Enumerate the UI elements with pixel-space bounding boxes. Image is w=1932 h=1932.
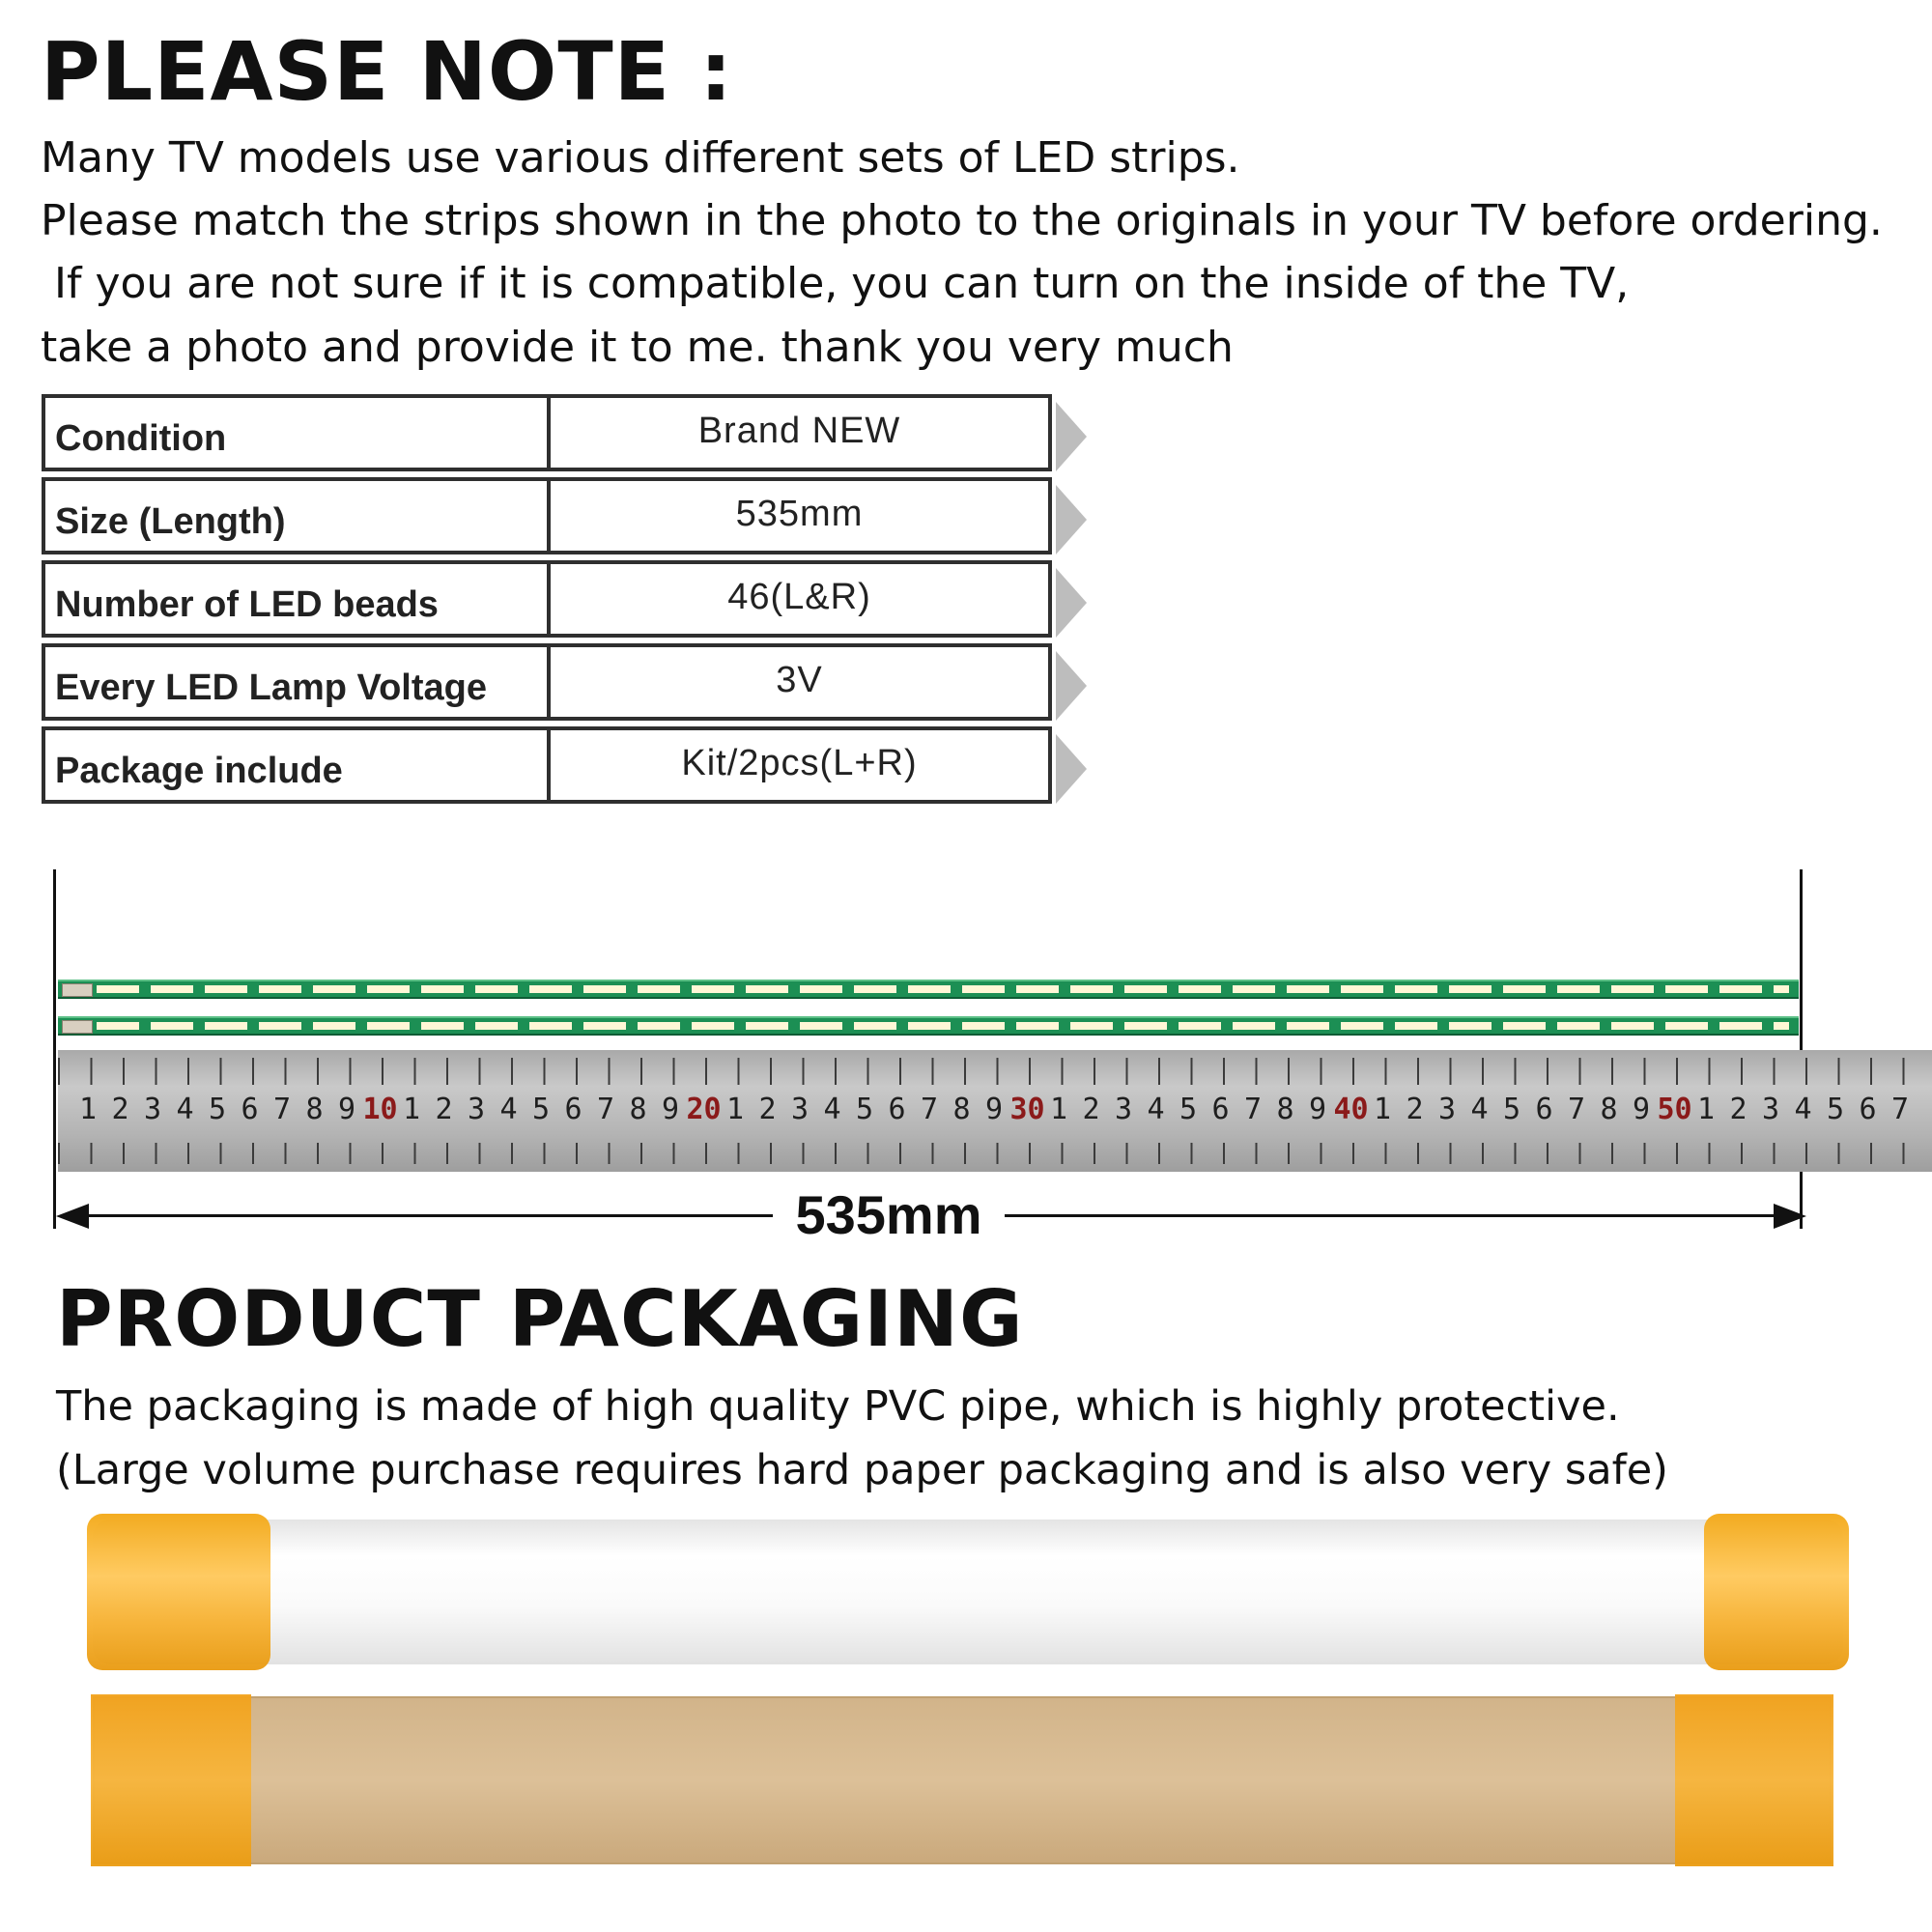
ruler-number: 6: [1535, 1093, 1553, 1126]
ruler-number: 6: [241, 1093, 259, 1126]
ruler-number: 1: [1373, 1093, 1392, 1126]
note-line: Please match the strips shown in the photo to the originals in your TV before ordering.: [41, 196, 1883, 245]
tape-end: [87, 1514, 270, 1670]
spec-row-voltage: [42, 643, 1052, 721]
spec-value: 535mm: [735, 494, 864, 534]
ruler-number: 7: [596, 1093, 615, 1126]
ruler-number: 5: [855, 1093, 874, 1126]
ruler-number: 7: [1243, 1093, 1263, 1126]
ruler-number: 6: [1859, 1093, 1877, 1126]
ruler-number: 4: [823, 1093, 841, 1126]
ruler-number: 9: [1632, 1093, 1651, 1126]
ruler-number: 3: [1761, 1093, 1780, 1126]
ruler-number: 1: [78, 1093, 98, 1126]
note-line: take a photo and provide it to me. thank you very much: [41, 323, 1234, 372]
dimension-label: 535mm: [773, 1177, 1005, 1254]
ruler-number: 2: [1406, 1093, 1424, 1126]
spec-label: Package include: [55, 751, 343, 791]
ruler-number: 7: [272, 1093, 292, 1126]
spec-row-size: [42, 477, 1052, 554]
ruler-number: 10: [362, 1093, 398, 1126]
ruler-number: 20: [686, 1093, 722, 1126]
spec-value: 46(L&R): [727, 577, 871, 617]
led-strip: [58, 1016, 1799, 1036]
ruler-number: 2: [1082, 1093, 1100, 1126]
ruler-number: 6: [564, 1093, 582, 1126]
spec-value: Brand NEW: [697, 411, 901, 451]
ruler-number: 5: [1826, 1093, 1845, 1126]
ruler-number: 4: [499, 1093, 518, 1126]
ruler-number: 6: [1211, 1093, 1230, 1126]
note-line: Many TV models use various different sets of LED strips.: [41, 133, 1240, 183]
note-line: If you are not sure if it is compatible, you can turn on the inside of the TV,: [41, 259, 1630, 308]
steel-ruler: [58, 1050, 1932, 1172]
ruler-number: 7: [1890, 1093, 1910, 1126]
arrow-right-icon: [1774, 1204, 1806, 1229]
ruler-number: 5: [1502, 1093, 1521, 1126]
spec-label: Size (Length): [55, 501, 286, 542]
spec-row-package: [42, 726, 1052, 804]
row-arrow-icon: [1056, 485, 1087, 554]
ruler-number: 1: [402, 1093, 421, 1126]
tape-end: [1704, 1514, 1849, 1670]
packaging-title: PRODUCT PACKAGING: [56, 1274, 1024, 1364]
ruler-number: 1: [725, 1093, 745, 1126]
ruler-number: 4: [176, 1093, 194, 1126]
pvc-tube-image: [93, 1520, 1843, 1664]
ruler-number: 40: [1333, 1093, 1369, 1126]
ruler-number: 1: [1049, 1093, 1068, 1126]
ruler-number: 30: [1009, 1093, 1045, 1126]
tape-end: [1675, 1694, 1833, 1866]
row-arrow-icon: [1056, 402, 1087, 471]
ruler-number: 2: [435, 1093, 453, 1126]
paper-tube-image: [93, 1696, 1832, 1864]
ruler-number: 3: [143, 1093, 162, 1126]
ruler-number: 4: [1147, 1093, 1165, 1126]
ruler-ticks: [58, 1143, 1932, 1164]
ruler-number: 2: [111, 1093, 129, 1126]
ruler-number: 8: [629, 1093, 647, 1126]
ruler-number: 6: [888, 1093, 906, 1126]
row-arrow-icon: [1056, 568, 1087, 638]
ruler-number: 9: [984, 1093, 1004, 1126]
ruler-number: 1: [1696, 1093, 1716, 1126]
ruler-number: 8: [1276, 1093, 1294, 1126]
ruler-number: 2: [758, 1093, 777, 1126]
row-arrow-icon: [1056, 651, 1087, 721]
arrow-left-icon: [56, 1204, 89, 1229]
spec-label: Every LED Lamp Voltage: [55, 668, 487, 708]
note-title: PLEASE NOTE :: [41, 24, 733, 119]
ruler-number: 7: [1567, 1093, 1586, 1126]
ruler-number: 9: [337, 1093, 356, 1126]
ruler-number: 4: [1794, 1093, 1812, 1126]
spec-value: Kit/2pcs(L+R): [681, 743, 918, 783]
spec-label: Condition: [55, 418, 227, 459]
spec-value: 3V: [776, 660, 823, 700]
ruler-number: 50: [1657, 1093, 1692, 1126]
measurement-figure: [0, 869, 1932, 1245]
ruler-number: 2: [1729, 1093, 1747, 1126]
connector-icon: [62, 983, 93, 997]
led-strip: [58, 980, 1799, 999]
ruler-number: 4: [1470, 1093, 1489, 1126]
ruler-number: 9: [661, 1093, 680, 1126]
ruler-number: 5: [1179, 1093, 1198, 1126]
ruler-number: 9: [1308, 1093, 1327, 1126]
packaging-line: (Large volume purchase requires hard paper packaging and is also very safe): [56, 1446, 1668, 1494]
packaging-line: The packaging is made of high quality PVC pipe, which is highly protective.: [56, 1382, 1620, 1431]
ruler-number: 8: [1600, 1093, 1618, 1126]
ruler-number: 5: [208, 1093, 227, 1126]
ruler-ticks: [58, 1058, 1932, 1085]
tape-end: [91, 1694, 251, 1866]
ruler-number: 8: [305, 1093, 324, 1126]
boundary-line-left: [53, 869, 56, 1229]
row-arrow-icon: [1056, 734, 1087, 804]
ruler-number: 8: [952, 1093, 971, 1126]
ruler-number: 3: [1437, 1093, 1457, 1126]
boundary-line-right: [1800, 869, 1803, 1229]
ruler-number: 3: [467, 1093, 486, 1126]
spec-label: Number of LED beads: [55, 584, 439, 625]
led-bead-row: [97, 985, 1789, 993]
spec-row-led-beads: [42, 560, 1052, 638]
ruler-number: 5: [531, 1093, 551, 1126]
led-bead-row: [97, 1022, 1789, 1030]
ruler-number: 3: [1114, 1093, 1133, 1126]
connector-icon: [62, 1020, 93, 1034]
spec-row-condition: [42, 394, 1052, 471]
ruler-number: 3: [790, 1093, 810, 1126]
ruler-number: 7: [920, 1093, 939, 1126]
